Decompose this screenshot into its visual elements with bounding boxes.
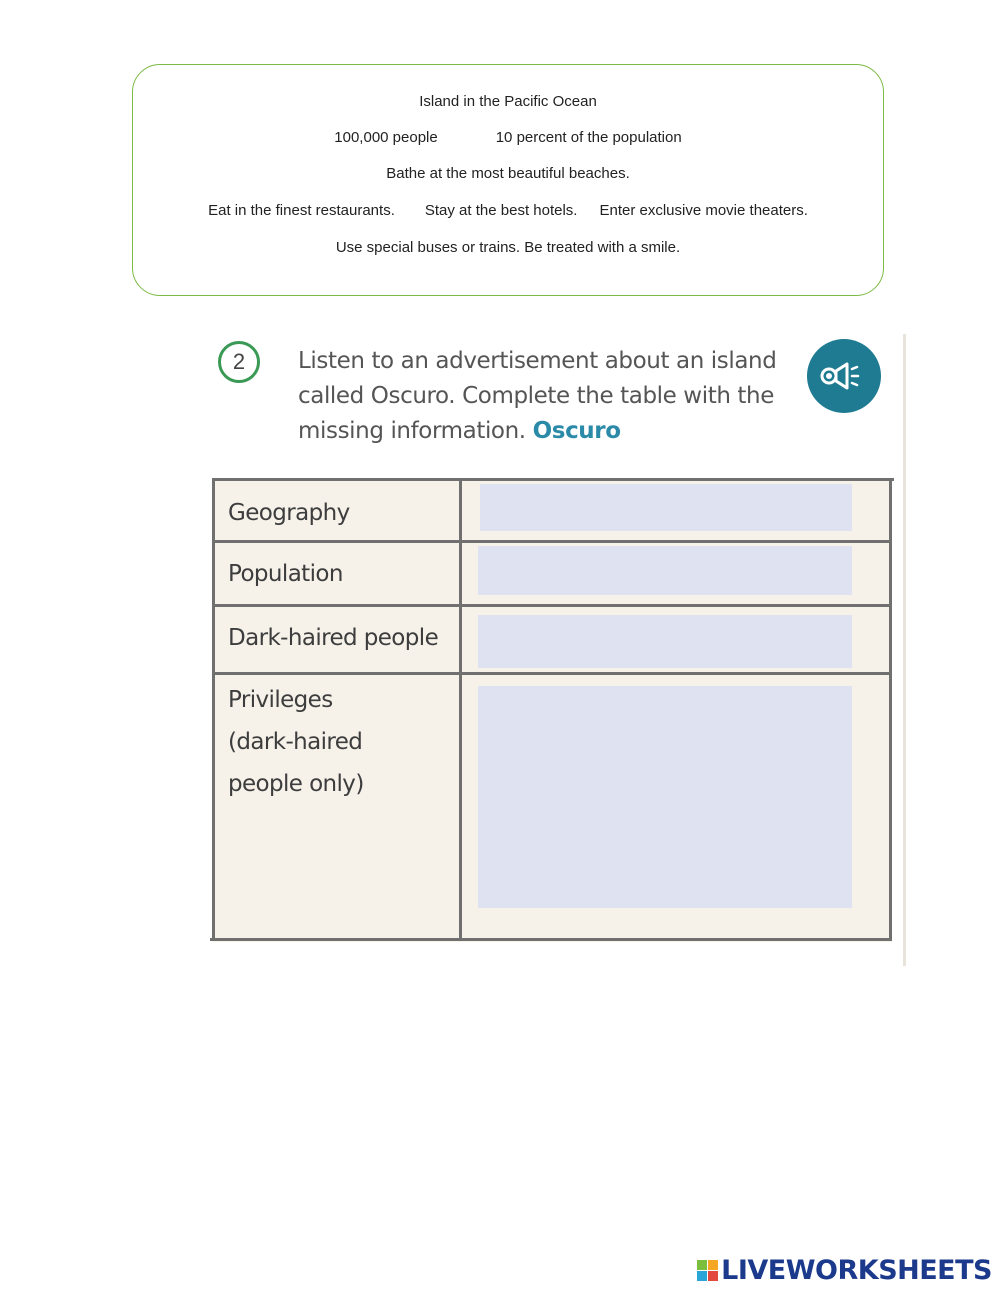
- brand-name: LIVEWORKSHEETS: [721, 1255, 992, 1286]
- exercise-number-badge: [218, 341, 260, 383]
- geography-answer-field[interactable]: [480, 484, 852, 531]
- population-answer-field[interactable]: [478, 546, 852, 595]
- table-column-divider: [459, 478, 462, 941]
- liveworksheets-logo: [697, 1255, 992, 1286]
- logo-blocks-icon: [697, 1260, 718, 1281]
- row-label-line: (dark-haired: [228, 729, 363, 755]
- word-bank-box: [132, 64, 884, 296]
- row-label-dark-haired: Dark-haired people: [228, 625, 439, 651]
- logo-block: [697, 1260, 707, 1270]
- table-border-bottom: [210, 938, 890, 941]
- word-bank-item: Eat in the finest restaurants.: [208, 202, 395, 219]
- word-bank-item: Island in the Pacific Ocean: [419, 93, 597, 110]
- word-bank-item: Enter exclusive movie theaters.: [599, 202, 808, 219]
- privileges-answer-field[interactable]: [478, 686, 852, 908]
- row-label-line: people only): [228, 771, 364, 797]
- table-divider: [212, 672, 892, 675]
- audio-play-button[interactable]: [807, 339, 881, 413]
- exercise-instruction: [298, 344, 798, 449]
- word-bank-item: 10 percent of the population: [495, 129, 682, 146]
- word-bank-item: Stay at the best hotels.: [424, 202, 578, 219]
- row-label-privileges: [228, 679, 364, 805]
- table-border-top: [212, 478, 894, 481]
- instruction-text: Listen to an advertisement about an island called Oscuro. Complete the table with the missing information.: [298, 348, 777, 444]
- word-bank-item: 100,000 people: [334, 129, 438, 146]
- word-bank-item: Use special buses or trains. Be treated with a smile.: [335, 239, 681, 256]
- table-divider: [212, 604, 892, 607]
- worksheet-edge: [903, 334, 906, 966]
- logo-block: [708, 1260, 718, 1270]
- table-border-right: [889, 478, 892, 941]
- table-divider: [212, 540, 892, 543]
- row-label-geography: Geography: [228, 500, 350, 526]
- row-label-line: Privileges: [228, 687, 333, 713]
- logo-block: [708, 1271, 718, 1281]
- word-bank-item: Bathe at the most beautiful beaches.: [386, 165, 630, 182]
- instruction-highlight: Oscuro: [532, 418, 621, 444]
- exercise-number: 2: [232, 349, 246, 374]
- dark-haired-answer-field[interactable]: [478, 615, 852, 668]
- row-label-population: Population: [228, 561, 343, 587]
- logo-block: [697, 1271, 707, 1281]
- speaker-icon: [819, 359, 869, 393]
- table-border-left: [212, 478, 215, 941]
